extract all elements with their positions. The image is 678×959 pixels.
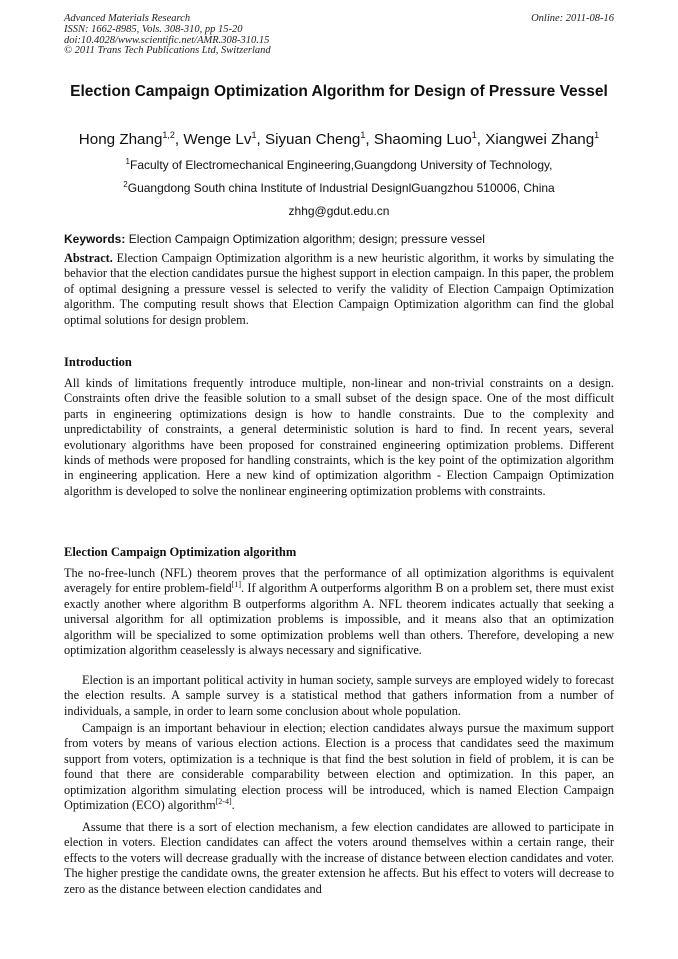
eco-paragraph-3: Campaign is an important behaviour in election; election candidates always pursue the maximum support from voters by means of various election actions. Election is a process that candidates seed the maximum support from voters, optimization is a technique is that find the best solution in field of problem, it is can be found that there are considerable comparability between election and optimization. In this paper, an optimization algorithm simulating election process will be introduced, which is named Election Campaign Optimization (ECO) algorithm[2-4].	[64, 721, 614, 813]
author: Siyuan Cheng$^1$,	[264, 130, 374, 148]
keywords	[64, 231, 614, 247]
journal-header	[64, 14, 614, 57]
author: Wenge Lv$^1$,	[183, 130, 265, 148]
keywords-label: Keywords:	[64, 232, 126, 246]
author: Xiangwei Zhang$^1$	[485, 130, 600, 148]
affiliation-1: $^1$Faculty of Electromechanical Engineering,Guangdong University of Technology,	[125, 157, 553, 172]
introduction-paragraph: All kinds of limitations frequently introduce multiple, non-linear and non-trivial constraints on a design. Constraints often drive the feasible solution to a small subset of the design space. One of the most difficult parts in engineering optimizations design is how to handle constraints. Due to the complexity and unpredictability of constraints, a general deterministic solution is hard to find. In recent years, several evolutionary algorithms have been proposed for constrained engineering optimization problems. Different kinds of methods were proposed for handling constraints, which is the key point of the optimization algorithm in engineering application. Here a new kind of optimization algorithm - Election Campaign Optimization algorithm is developed to solve the nonlinear engineering optimization problems with constraints.	[64, 376, 614, 498]
abstract-label: Abstract.	[64, 251, 113, 265]
journal-name: Advanced Materials Research	[64, 13, 191, 24]
copyright-line: © 2011 Trans Tech Publications Ltd, Switzerland	[64, 45, 271, 57]
section-heading-eco: Election Campaign Optimization algorithm	[64, 545, 297, 559]
eco-paragraph-4: Assume that there is a sort of election mechanism, a few election candidates are allowed to participate in election in voters. Election candidates can affect the voters around themselves within a certain range, their effects to the voters will decrease gradually with the increase of distance between election candidates and voter. The higher prestige the candidate owns, the greater extension he affects. But his effect to voters will decrease to zero as the distance between election candidates and	[64, 820, 614, 896]
keywords-text: Election Campaign Optimization algorithm; design; pressure vessel	[128, 232, 485, 246]
eco-paragraph-2: Election is an important political activity in human society, sample surveys are employed widely to forecast the election results. A sample survey is a statistical method that gathers information from a number of individuals, a sample, in order to learn some conclusion about whole population.	[64, 673, 614, 718]
abstract	[64, 251, 614, 328]
citation-ref: [2-4]	[215, 797, 232, 807]
email-address[interactable]: zhhg@gdut.edu.cn	[288, 204, 390, 218]
author: Hong Zhang$^{1,2}$,	[78, 130, 184, 148]
online-date: Online: 2011-08-16	[531, 13, 614, 24]
affiliation-2: $^2$Guangdong South china Institute of Industrial DesignlGuangzhou 510006, China	[123, 180, 555, 195]
issn-line: ISSN: 1662-8985, Vols. 308-310, pp 15-20	[64, 23, 243, 35]
section-heading-introduction: Introduction	[64, 355, 132, 369]
citation-ref: [1]	[231, 580, 241, 590]
paper-title: Election Campaign Optimization Algorithm for Design of Pressure Vessel	[70, 83, 608, 100]
doi-line: doi:10.4028/www.scientific.net/AMR.308-310.15	[64, 34, 270, 46]
eco-paragraph-1: The no-free-lunch (NFL) theorem proves that the performance of all optimization algorithms is equivalent averagely for entire problem-field[1]. If algorithm A outperforms algorithm B on a problem set, there must exist exactly another where algorithm B outperforms algorithm A. NFL theorem indicates actually that seeking a universal algorithm for all optimization problems is impossible, and it means also that an optimization algorithm will be specialized to some optimization problems well than others. Therefore, developing a new optimization algorithm ceaselessly is always necessary and significative.	[64, 566, 614, 658]
author-list	[64, 130, 614, 149]
author: Shaoming Luo$^1$,	[373, 130, 486, 148]
abstract-text: Election Campaign Optimization algorithm is a new heuristic algorithm, it works by simulating the behavior that the election candidates pursue the highest support in election campaign. In this paper, the problem of optimal designing a pressure vessel is selected to verify the validity of Election Campaign Optimization algorithm. The computing result shows that Election Campaign Optimization algorithm can find the global optimal solutions for design problem.	[64, 251, 614, 327]
